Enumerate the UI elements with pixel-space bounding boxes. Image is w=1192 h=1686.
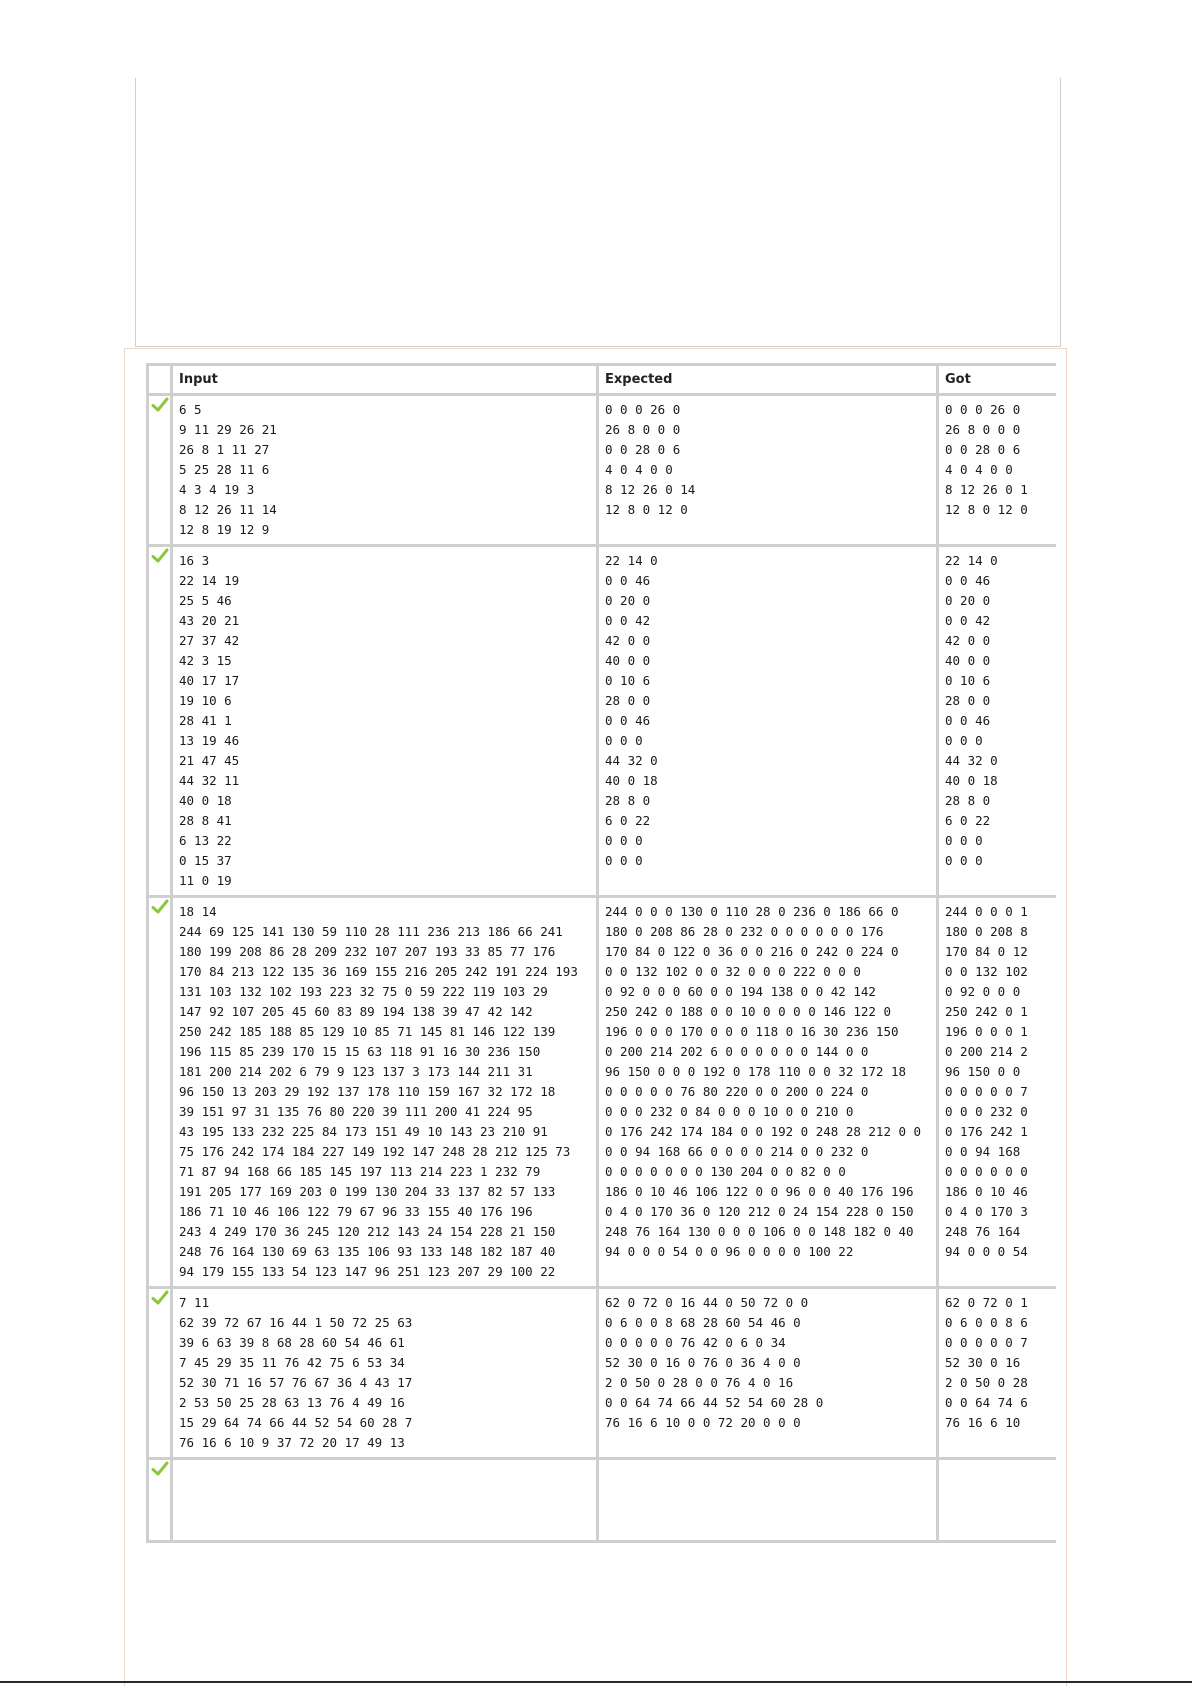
- test-results-table: [146, 363, 1056, 1543]
- check-icon: [151, 1289, 169, 1307]
- status-cell: [148, 897, 172, 1288]
- previous-panel: [135, 78, 1061, 347]
- check-icon: [151, 898, 169, 916]
- got-cell: [938, 1288, 1057, 1459]
- got-text: 0 0 0 26 0 26 8 0 0 0 0 0 28 0 6 4 0 4 0 0 8 12 26 0 1 12 8 0 12 0: [945, 402, 1028, 517]
- header-row: [148, 365, 1057, 395]
- input-cell: [172, 546, 598, 897]
- input-cell: [172, 897, 598, 1288]
- expected-cell: [598, 897, 938, 1288]
- expected-cell: [598, 1459, 938, 1542]
- input-text: 7 11 62 39 72 67 16 44 1 50 72 25 63 39 6 63 39 8 68 28 60 54 46 61 7 45 29 35 11 76 42 75 6 53 34 52 30 71 16 57 76 67 36 4 43 17 2 53 50 25 28 63 13 76 4 49 16 15 29 64 74 66 44 52 54 60 28 7 76 16 6 10 9 37 72 20 17 49 13: [179, 1295, 413, 1450]
- status-cell: [148, 546, 172, 897]
- table-row: [148, 1288, 1057, 1459]
- check-icon: [151, 547, 169, 565]
- got-cell: [938, 546, 1057, 897]
- expected-text: 62 0 72 0 16 44 0 50 72 0 0 0 6 0 0 8 68 28 60 54 46 0 0 0 0 0 0 76 42 0 6 0 34 52 30 0 16 0 76 0 36 4 0 0 2 0 50 0 28 0 0 76 4 0 16 0 0 64 74 66 44 52 54 60 28 0 76 16 6 10 0 0 72 20 0 0 0: [605, 1295, 824, 1430]
- input-cell: [172, 1459, 598, 1542]
- status-cell: [148, 1288, 172, 1459]
- table-row: [148, 395, 1057, 546]
- input-cell: [172, 1288, 598, 1459]
- got-cell: [938, 897, 1057, 1288]
- got-text: 22 14 0 0 0 46 0 20 0 0 0 42 42 0 0 40 0 0 0 10 6 28 0 0 0 0 46 0 0 0 44 32 0 40 0 18 28 8 0 6 0 22 0 0 0 0 0 0: [945, 553, 998, 868]
- input-header: Input: [172, 365, 598, 395]
- status-cell: [148, 1459, 172, 1542]
- page-bottom-rule: [0, 1681, 1192, 1683]
- expected-cell: [598, 1288, 938, 1459]
- input-text: 16 3 22 14 19 25 5 46 43 20 21 27 37 42 42 3 15 40 17 17 19 10 6 28 41 1 13 19 46 21 47 45 44 32 11 40 0 18 28 8 41 6 13 22 0 15 37 11 0 19: [179, 553, 240, 888]
- got-header: Got: [938, 365, 1057, 395]
- results-table-viewport[interactable]: [146, 363, 1056, 1686]
- check-icon: [151, 1460, 169, 1478]
- got-cell: [938, 395, 1057, 546]
- test-results-panel: [124, 348, 1067, 1686]
- input-cell: [172, 395, 598, 546]
- expected-cell: [598, 546, 938, 897]
- got-cell: [938, 1459, 1057, 1542]
- check-icon: [151, 396, 169, 414]
- expected-text: 22 14 0 0 0 46 0 20 0 0 0 42 42 0 0 40 0 0 0 10 6 28 0 0 0 0 46 0 0 0 44 32 0 40 0 18 28 8 0 6 0 22 0 0 0 0 0 0: [605, 553, 658, 868]
- table-row: [148, 1459, 1057, 1542]
- status-cell: [148, 395, 172, 546]
- input-text: 6 5 9 11 29 26 21 26 8 1 11 27 5 25 28 11 6 4 3 4 19 3 8 12 26 11 14 12 8 19 12 9: [179, 402, 277, 537]
- expected-text: 0 0 0 26 0 26 8 0 0 0 0 0 28 0 6 4 0 4 0 0 8 12 26 0 14 12 8 0 12 0: [605, 402, 696, 517]
- expected-text: 244 0 0 0 130 0 110 28 0 236 0 186 66 0 180 0 208 86 28 0 232 0 0 0 0 0 0 176 170 84 0 122 0 36 0 0 216 0 242 0 224 0 0 0 132 102 0 0 32 0 0 0 222 0 0 0 0 92 0 0 0 60 0 0 194 138 0 0 42 142 250 242 0 188 0 0 10 0 0 0 0 146 122 0 196 0 0 0 170 0 0 0 118 0 16 30 236 150 0 200 214 202 6 0 0 0 0 0 0 144 0 0 96 150 0 0 0 192 0 178 110 0 0 32 172 18 0 0 0 0 0 76 80 220 0 0 200 0 224 0 0 0 0 232 0 84 0 0 0 10 0 0 210 0 0 176 242 174 184 0 0 192 0 248 28 212 0 0 0 0 94 168 66 0 0 0 0 214 0 0 232 0 0 0 0 0 0 0 0 130 204 0 0 82 0 0 186 0 10 46 106 122 0 0 96 0 0 40 176 196 0 4 0 170 36 0 120 212 0 24 154 228 0 150 248 76 164 130 0 0 0 106 0 0 148 182 0 40 94 0 0 0 54 0 0 96 0 0 0 0 100 22: [605, 904, 922, 1259]
- table-row: [148, 546, 1057, 897]
- got-text: 244 0 0 0 1 180 0 208 8 170 84 0 12 0 0 132 102 0 92 0 0 0 250 242 0 1 196 0 0 0 1 0 200 214 2 96 150 0 0 0 0 0 0 0 7 0 0 0 232 0 0 176 242 1 0 0 94 168 0 0 0 0 0 0 186 0 10 46 0 4 0 170 3 248 76 164 94 0 0 0 54: [945, 904, 1028, 1259]
- input-text: 18 14 244 69 125 141 130 59 110 28 111 236 213 186 66 241 180 199 208 86 28 209 232 107 207 193 33 85 77 176 170 84 213 122 135 36 169 155 216 205 242 191 224 193 131 103 132 102 193 223 32 75 0 59 222 119 103 29 147 92 107 205 45 60 83 89 194 138 39 47 42 142 250 242 185 188 85 129 10 85 71 145 81 146 122 139 196 115 85 239 170 15 15 63 118 91 16 30 236 150 181 200 214 202 6 79 9 123 137 3 173 144 211 31 96 150 13 203 29 192 137 178 110 159 167 32 172 18 39 151 97 31 135 76 80 220 39 111 200 41 224 95 43 195 133 232 225 84 173 151 49 10 143 23 210 91 75 176 242 174 184 227 149 192 147 248 28 212 125 73 71 87 94 168 66 185 145 197 113 214 223 1 232 79 191 205 177 169 203 0 199 130 204 33 137 82 57 133 186 71 10 46 106 122 79 67 96 33 155 40 176 196 243 4 249 170 36 245 120 212 143 24 154 228 21 150 248 76 164 130 69 63 135 106 93 133 148 182 187 40 94 179 155 133 54 123 147 96 251 123 207 29 100 22: [179, 904, 578, 1279]
- status-header: [148, 365, 172, 395]
- expected-header: Expected: [598, 365, 938, 395]
- expected-cell: [598, 395, 938, 546]
- table-row: [148, 897, 1057, 1288]
- got-text: 62 0 72 0 1 0 6 0 0 8 6 0 0 0 0 0 7 52 30 0 16 2 0 50 0 28 0 0 64 74 6 76 16 6 10: [945, 1295, 1028, 1430]
